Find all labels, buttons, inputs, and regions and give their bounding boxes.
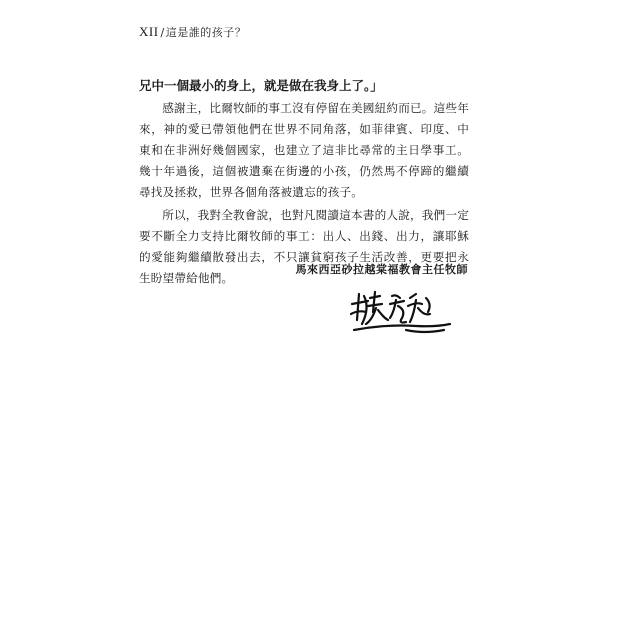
page-header xyxy=(139,24,246,40)
handwritten-signature xyxy=(346,290,456,340)
signatory-title: 馬來西亞砂拉越棠福教會主任牧師 xyxy=(295,263,468,276)
scripture-quote: 兄中一個最小的身上，就是做在我身上了。」 xyxy=(139,78,383,93)
body-paragraph: 所以，我對全教會說，也對凡閱讀這本書的人說，我們一定要不斷全力支持比爾牧師的事工：出人、出錢、出力，讓耶穌的愛能夠繼續散發出去，不只讓貧窮孩子生活改善，更要把永生盼望帶給他們。 xyxy=(139,208,469,285)
running-title: 這是誰的孩子？ xyxy=(165,26,247,39)
page-number: XII xyxy=(139,24,159,39)
body-paragraph: 感謝主，比爾牧師的事工沒有停留在美國紐約而已。這些年來，神的愛已帶領他們在世界不同角落，如菲律賓、印度、中東和在非洲好幾個國家，也建立了這非比尋常的主日學事工。幾十年過後，這個被遺棄在街邊的小孩，仍然馬不停蹄的繼續尋找及拯救，世界各個角落被遺忘的孩子。 xyxy=(139,101,469,199)
page-body xyxy=(139,76,469,289)
header-separator: / xyxy=(160,26,165,39)
